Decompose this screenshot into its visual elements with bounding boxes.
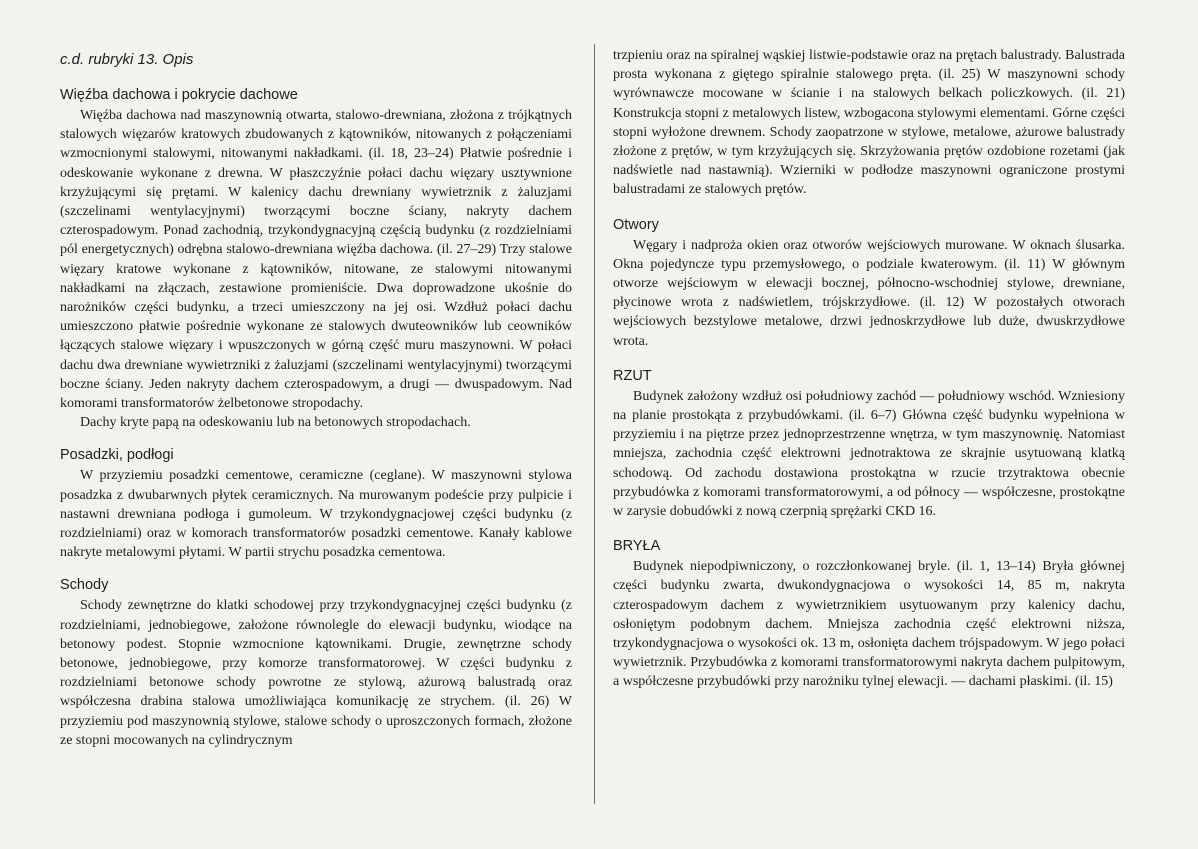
paragraph: W przyziemiu posadzki cementowe, ceramiczne (ceglane). W maszynowni stylowa posadzka z dwubarwnych płytek ceramicznych. Na murowanym podeście przy pulpicie i nastawni drewniana podłoga i gumoleum. W trzykondygnacjowej części budynku (z rozdzielniami) oraz w komorach transformatorów posadzki cementowe. Kanały kablowe nakryte metalowymi płytami. W partii strychu posadzka cementowa. (60, 468, 572, 561)
paragraph: Schody zewnętrzne do klatki schodowej przy trzykondygnacyjnej części budynku (z rozdzielniami, jednobiegowe, założone równolegle do elewacji budynku, wiodące na betonowy podest. Stopnie wzmocnione kątownikami. Drugie, zewnętrzne schody betonowe, jednobiegowe, przy komorze transformatorowej. W części budynku z rozdzielniami betonowe schody powrotne ze stylową, ażurową balustradą oraz współczesna drabina stalowa umożliwiająca komunikację ze strychem. (il. 26) W przyziemiu pod maszynownią stylowe, stalowe schody o uproszczonych formach, złożone ze stopni mocowanych na cylindrycznym (60, 598, 572, 748)
paragraph: trzpieniu oraz na spiralnej wąskiej listwie-podstawie oraz na prętach balustrady. Balustrada prosta wykonana z giętego spiralnie stalowego pręta. (il. 25) W maszynowni schody wyrównawcze mocowane w ścianie i na stalowych belkach policzkowych. (il. 21) Konstrukcja stopni z metalowych listew, wzbogacona stylowymi elementami. Górne części stopni wyłożone drewnem. Schody zaopatrzone w stylowe, metalowe, ażurowe balustrady złożone z prętów, w tym krzyżujących się. Skrzyżowania prętów ozdobione rozetami (jak nadświetle nad nastawnią). Wzierniki w podłodze maszynowni ograniczone prostymi balustradami ze stalowych prętów. (613, 48, 1125, 198)
section-heading: Otwory (613, 216, 659, 233)
section-roof (60, 86, 572, 432)
section-heading: BRYŁA (613, 538, 661, 555)
paragraph: Więźba dachowa nad maszynownią otwarta, stalowo-drewniana, złożona z trójkątnych stalowych więzarów kratowych zbudowanych z kątowników, nitowanych z połączeniami wzmocnionymi stalowymi, nitowanymi nakładkami. (il. 18, 23–24) Płatwie pośrednie i odeskowanie wykonane z drewna. W płaszczyźnie połaci dachu więzary usztywnione krzyżującymi się prętami. W kalenicy dachu drewniany wywietrznik z żaluzjami (szczelinami wentylacyjnymi) tworzącymi boczne ściany, nakryty dachem czterospadowym. Ponad zachodnią, trzykondygnacyjną częścią budynku (z rozdzielniami pól energetycznych) odrębna stalowo-drewniana więźba dachowa. (il. 27–29) Trzy stalowe więzary kratowe wykonane z kątowników, nitowane, ze stalowymi nitowanymi nakładkami na złączach, zestawione promieniście. Dwa doprowadzone ukośnie do narożników części budynku, a trzeci umieszczony na jej osi. Wzdłuż połaci dachu umieszczono płatwie pośrednie wykonane ze stalowych dwuteowników lub ceowników łączących stalowe więzary i wpuszczonych w górną część muru maszynowni. W połaci dachu dwa drewniane wywietrzniki z żaluzjami (szczelinami wentylacyjnymi) tworzącymi boczne ściany. Jeden nakryty dachem czterospadowym, a drugi — dwuspadowym. Nad komorami transformatorów żelbetonowe stropodachy. (60, 108, 572, 412)
paragraph: Dachy kryte papą na odeskowaniu lub na betonowych stropodachach. (80, 415, 471, 431)
section-floors (60, 446, 572, 562)
column-divider (594, 44, 595, 804)
section-heading: Posadzki, podłogi (60, 447, 174, 464)
right-column (613, 46, 1125, 708)
section-heading: RZUT (613, 367, 652, 384)
section-openings (613, 216, 1125, 351)
section-stairs-continued (613, 46, 1125, 200)
paragraph: Budynek założony wzdłuż osi południowy zachód — południowy wschód. Wzniesiony na planie prostokąta z przybudówkami. (il. 6–7) Główna część budynku wypełniona w przyziemiu i na piętrze przez jednoprzestrzenne wnętrza, w tym maszynownię. Natomiast mniejsza, zachodnia część elektrowni jednotraktowa ze skrajnie usytuowaną klatką schodową. Od zachodu dostawiona prostokątna w rzucie trzytraktowa obecnie przybudówka z komorami transformatorowymi, a od północy — współczesne, prostokątne w zarysie dobudówki z nową czerpnią sprężarki CKD 16. (613, 388, 1125, 520)
section-stairs (60, 576, 572, 750)
section-massing (613, 537, 1125, 691)
paragraph: Budynek niepodpiwniczony, o rozczłonkowanej bryle. (il. 1, 13–14) Bryła głównej części budynku zwarta, dwukondygnacjowa o wysokości 14, 85 m, nakryta czterospadowym dachem z wywietrznikiem usytuowanym przy kalenicy dachu, osłoniętym podobnym dachem. Mniejsza zachodnia część elektrowni niższa, trzykondygnacjowa o wysokości ok. 13 m, osłonięta dachem trójspadowym. W jego połaci wywietrznik. Przybudówka z komorami transformatorowymi nakryta dachem pulpitowym, a współczesne przybudówki przy narożniku tylnej elewacji. — dachami płaskimi. (il. 15) (613, 559, 1125, 690)
section-plan (613, 367, 1125, 521)
rubric-title: c.d. rubryki 13. Opis (60, 51, 194, 68)
section-heading: Schody (60, 577, 109, 594)
left-column (60, 50, 572, 764)
section-heading: Więźba dachowa i pokrycie dachowe (60, 87, 298, 103)
paragraph: Węgary i nadproża okien oraz otworów wejściowych murowane. W oknach ślusarka. Okna pojedyncze typu przemysłowego, o podziale kwaterowym. (il. 11) W głównym otworze wejściowym w elewacji bocznej, północno-wschodniej stylowe, drewniane, płycinowe wrota z nadświetlem, trójskrzydłowe. (il. 12) W pozostałych otworach wejściowych bezstylowe metalowe, drzwi jednoskrzydłowe lub duże, dwuskrzydłowe wrota. (613, 237, 1125, 349)
